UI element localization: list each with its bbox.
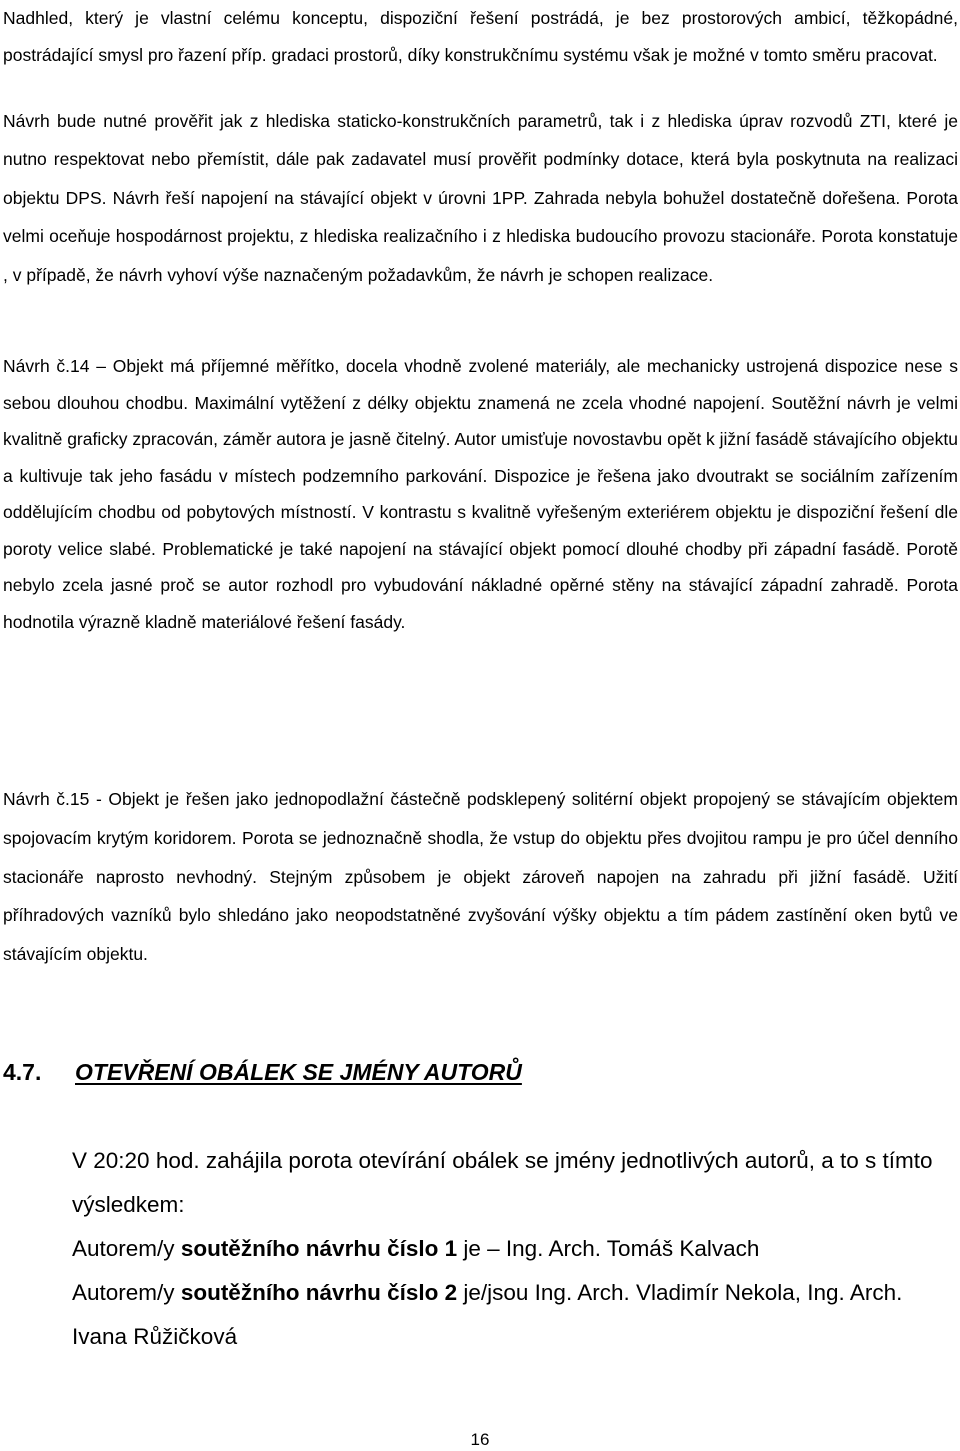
section-heading: [3, 1052, 522, 1092]
author-prefix: Autorem/y: [72, 1236, 175, 1261]
paragraph-proposal-14: Návrh č.14 – Objekt má příjemné měřítko, docela vhodně zvolené materiály, ale mechanicky ustrojená dispozice nese s sebou dlouhou chodbu. Maximální vytěžení z délky objektu znamená ne zcela vhodné napojení. Soutěžní návrh je velmi kvalitně graficky zpracován, záměr autora je jasně čitelný. Autor umisťuje novostavbu opět k jižní fasádě stávajícího objektu a kultivuje tak jeho fasádu v místech podzemního parkování. Dispozice je řešena jako dvoutrakt se sociálním zařízením oddělujícím chodbu od pobytových místností. V kontrastu s kvalitně vyřešeným exteriérem objektu je dispoziční řešení dle poroty velice slabé. Problematické je také napojení na stávající objekt pomocí dlouhé chodby při západní fasádě. Porotě nebylo zcela jasné proč se autor rozhodl pro vybudování nákladné opěrné stěny na stávající západní zahradě. Porota hodnotila výrazně kladně materiálové řešení fasády.: [3, 356, 958, 632]
paragraph-concept: Nadhled, který je vlastní celému konceptu, dispoziční řešení postrádá, je bez prostorových ambicí, těžkopádné, postrádající smysl pro řazení příp. gradaci prostorů, díky konstrukčnímu systému však je možné v tomto směru pracovat.: [3, 8, 958, 65]
section-title: OTEVŘENÍ OBÁLEK SE JMÉNY AUTORŮ: [75, 1059, 522, 1085]
author-prefix: Autorem/y: [72, 1280, 175, 1305]
author-names: je – Ing. Arch. Tomáš Kalvach: [463, 1236, 760, 1261]
page-number: 16: [470, 1430, 490, 1449]
author-proposal-label: soutěžního návrhu číslo 2: [180, 1280, 458, 1305]
envelope-opening-intro: V 20:20 hod. zahájila porota otevírání obálek se jmény jednotlivých autorů, a to s tímto výsledkem:: [72, 1148, 933, 1217]
author-line-proposal-2: [72, 1271, 952, 1359]
author-line-proposal-1: [72, 1227, 952, 1271]
author-proposal-label: soutěžního návrhu číslo 1: [180, 1236, 458, 1261]
paragraph-verification: Návrh bude nutné prověřit jak z hlediska staticko-konstrukčních parametrů, tak i z hlediska úprav rozvodů ZTI, které je nutno respektovat nebo přemístit, dále pak zadavatel musí prověřit podmínky dotace, která byla poskytnuta na realizaci objektu DPS. Návrh řeší napojení na stávající objekt v úrovni 1PP. Zahrada nebyla bohužel dostatečně dořešena. Porota velmi oceňuje hospodárnost projektu, z hlediska realizačního i z hlediska budoucího provozu stacionáře. Porota konstatuje , v případě, že návrh vyhoví výše naznačeným požadavkům, že návrh je schopen realizace.: [3, 111, 958, 285]
section-number: 4.7.: [3, 1059, 42, 1085]
paragraph-proposal-15: Návrh č.15 - Objekt je řešen jako jednopodlažní částečně podsklepený solitérní objekt propojený se stávajícím objektem spojovacím krytým koridorem. Porota se jednoznačně shodla, že vstup do objektu přes dvojitou rampu je pro účel denního stacionáře naprosto nevhodný. Stejným způsobem je objekt zároveň napojen na zahradu při jižní fasádě. Užití příhradových vazníků bylo shledáno jako neopodstatněné zvyšování výšky objektu a tím pádem zastínění oken bytů ve stávajícím objektu.: [3, 789, 958, 965]
author-names: je/jsou Ing. Arch. Vladimír Nekola, Ing. Arch. Ivana Růžičková: [72, 1280, 903, 1349]
